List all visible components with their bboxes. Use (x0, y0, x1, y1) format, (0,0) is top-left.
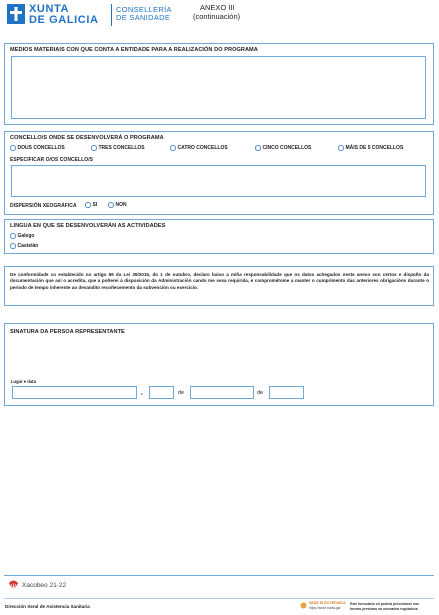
materials-section (4, 43, 434, 125)
xacobeo-logo (8, 579, 66, 591)
specify-councils-textarea[interactable] (11, 165, 426, 197)
footer-note-line1: Este formulario só poderá presentarse nas (350, 602, 419, 606)
radio-five-councils[interactable] (255, 145, 311, 151)
councils-title: CONCELLO/S ONDE SE DESENVOLVERÁ O PROGRAMA (10, 135, 164, 141)
radio-circle-icon (338, 145, 344, 151)
radio-label: Castelán (17, 243, 39, 249)
language-title: LINGUA EN QUE SE DESENVOLVERÁN AS ACTIVIDADES (10, 223, 166, 229)
logo-divider (111, 4, 112, 26)
dept-line1: CONSELLERÍA (116, 5, 172, 14)
annex-title: ANEXO III (200, 3, 235, 12)
radio-spanish[interactable] (10, 243, 38, 249)
comma-separator: , (141, 390, 143, 396)
radio-circle-icon (170, 145, 176, 151)
radio-more-than-five-councils[interactable] (338, 145, 403, 151)
radio-dispersion-no[interactable] (108, 202, 127, 208)
xunta-logo (7, 3, 112, 31)
radio-circle-icon (85, 202, 91, 208)
de-label-1: de (178, 390, 185, 396)
xunta-cross-icon (7, 4, 25, 24)
radio-label: TRES CONCELLOS (98, 145, 145, 151)
signature-title: SINATURA DA PERSOA REPRESENTANTE (10, 329, 125, 335)
sede-badge-icon (300, 602, 307, 609)
radio-galician[interactable] (10, 233, 34, 239)
declaration-section (4, 266, 434, 306)
footer-department: Dirección Xeral de Asistencia Sanitaria (5, 604, 90, 609)
sede-electronica-logo (300, 601, 348, 613)
annex-subtitle: (continuación) (193, 12, 241, 21)
radio-two-councils[interactable] (10, 145, 65, 151)
councils-section (4, 131, 434, 215)
radio-label: CATRO CONCELLOS (177, 145, 228, 151)
xacobeo-text: Xacobeo 21·22 (22, 581, 67, 589)
footer-bottom-rule (4, 598, 434, 599)
radio-three-councils[interactable] (91, 145, 145, 151)
radio-circle-icon (10, 145, 16, 151)
declaration-text: De conformidade co establecido no artigo 69 da Lei 39/2015, do 1 de outubro, declaro baixo a miña responsabilidade que os datos achegados neste anexo son certos e dispoño da documentación que así o acredita, que a poñerei á disposición da Administración cando me sexa requirida, e comprométome a manter o cumprimento das anteriores obrigacións durante o período de tempo inherente ao devandito recoñecemento da subvención ou exercicio. (10, 272, 429, 290)
footer-top-rule (4, 575, 434, 576)
xacobeo-scallop-icon (8, 580, 19, 591)
de-label-2: de (257, 390, 264, 396)
logo-line2: DE GALICIA (29, 14, 99, 26)
logo-line1: XUNTA (29, 3, 70, 15)
radio-dispersion-yes[interactable] (85, 202, 97, 208)
sede-url: https://sede.xunta.gal (309, 606, 341, 610)
radio-circle-icon (10, 233, 16, 239)
specify-councils-label: ESPECIFICAR O/OS CONCELLO/S (10, 157, 94, 163)
footer-note-line2: formas previstas na normativa reguladora (350, 607, 418, 611)
radio-label: NON (115, 202, 127, 208)
year-input[interactable] (269, 386, 304, 399)
radio-label: DOUS CONCELLOS (17, 145, 65, 151)
sede-label: SEDE ELECTRÓNICA (309, 601, 346, 605)
radio-label: SI (92, 202, 98, 208)
radio-circle-icon (10, 243, 16, 249)
place-input[interactable] (12, 386, 137, 399)
radio-circle-icon (108, 202, 114, 208)
language-section (4, 219, 434, 254)
signature-section (4, 323, 434, 406)
radio-label: Galego (17, 233, 35, 239)
radio-four-councils[interactable] (170, 145, 228, 151)
month-input[interactable] (190, 386, 254, 399)
radio-circle-icon (255, 145, 261, 151)
place-date-label: Lugar e data (11, 379, 36, 384)
radio-label: MÁIS DE 5 CONCELLOS (345, 145, 404, 151)
radio-label: CINCO CONCELLOS (262, 145, 312, 151)
day-input[interactable] (149, 386, 174, 399)
materials-title: MEDIOS MATERIAIS CON QUE CONTA A ENTIDADE PARA A REALIZACIÓN DO PROGRAMA (10, 47, 258, 53)
dept-line2: DE SANIDADE (116, 13, 171, 22)
materials-textarea[interactable] (11, 56, 426, 119)
dispersion-label: DISPERSIÓN XEOGRÁFICA (10, 203, 77, 209)
radio-circle-icon (91, 145, 97, 151)
